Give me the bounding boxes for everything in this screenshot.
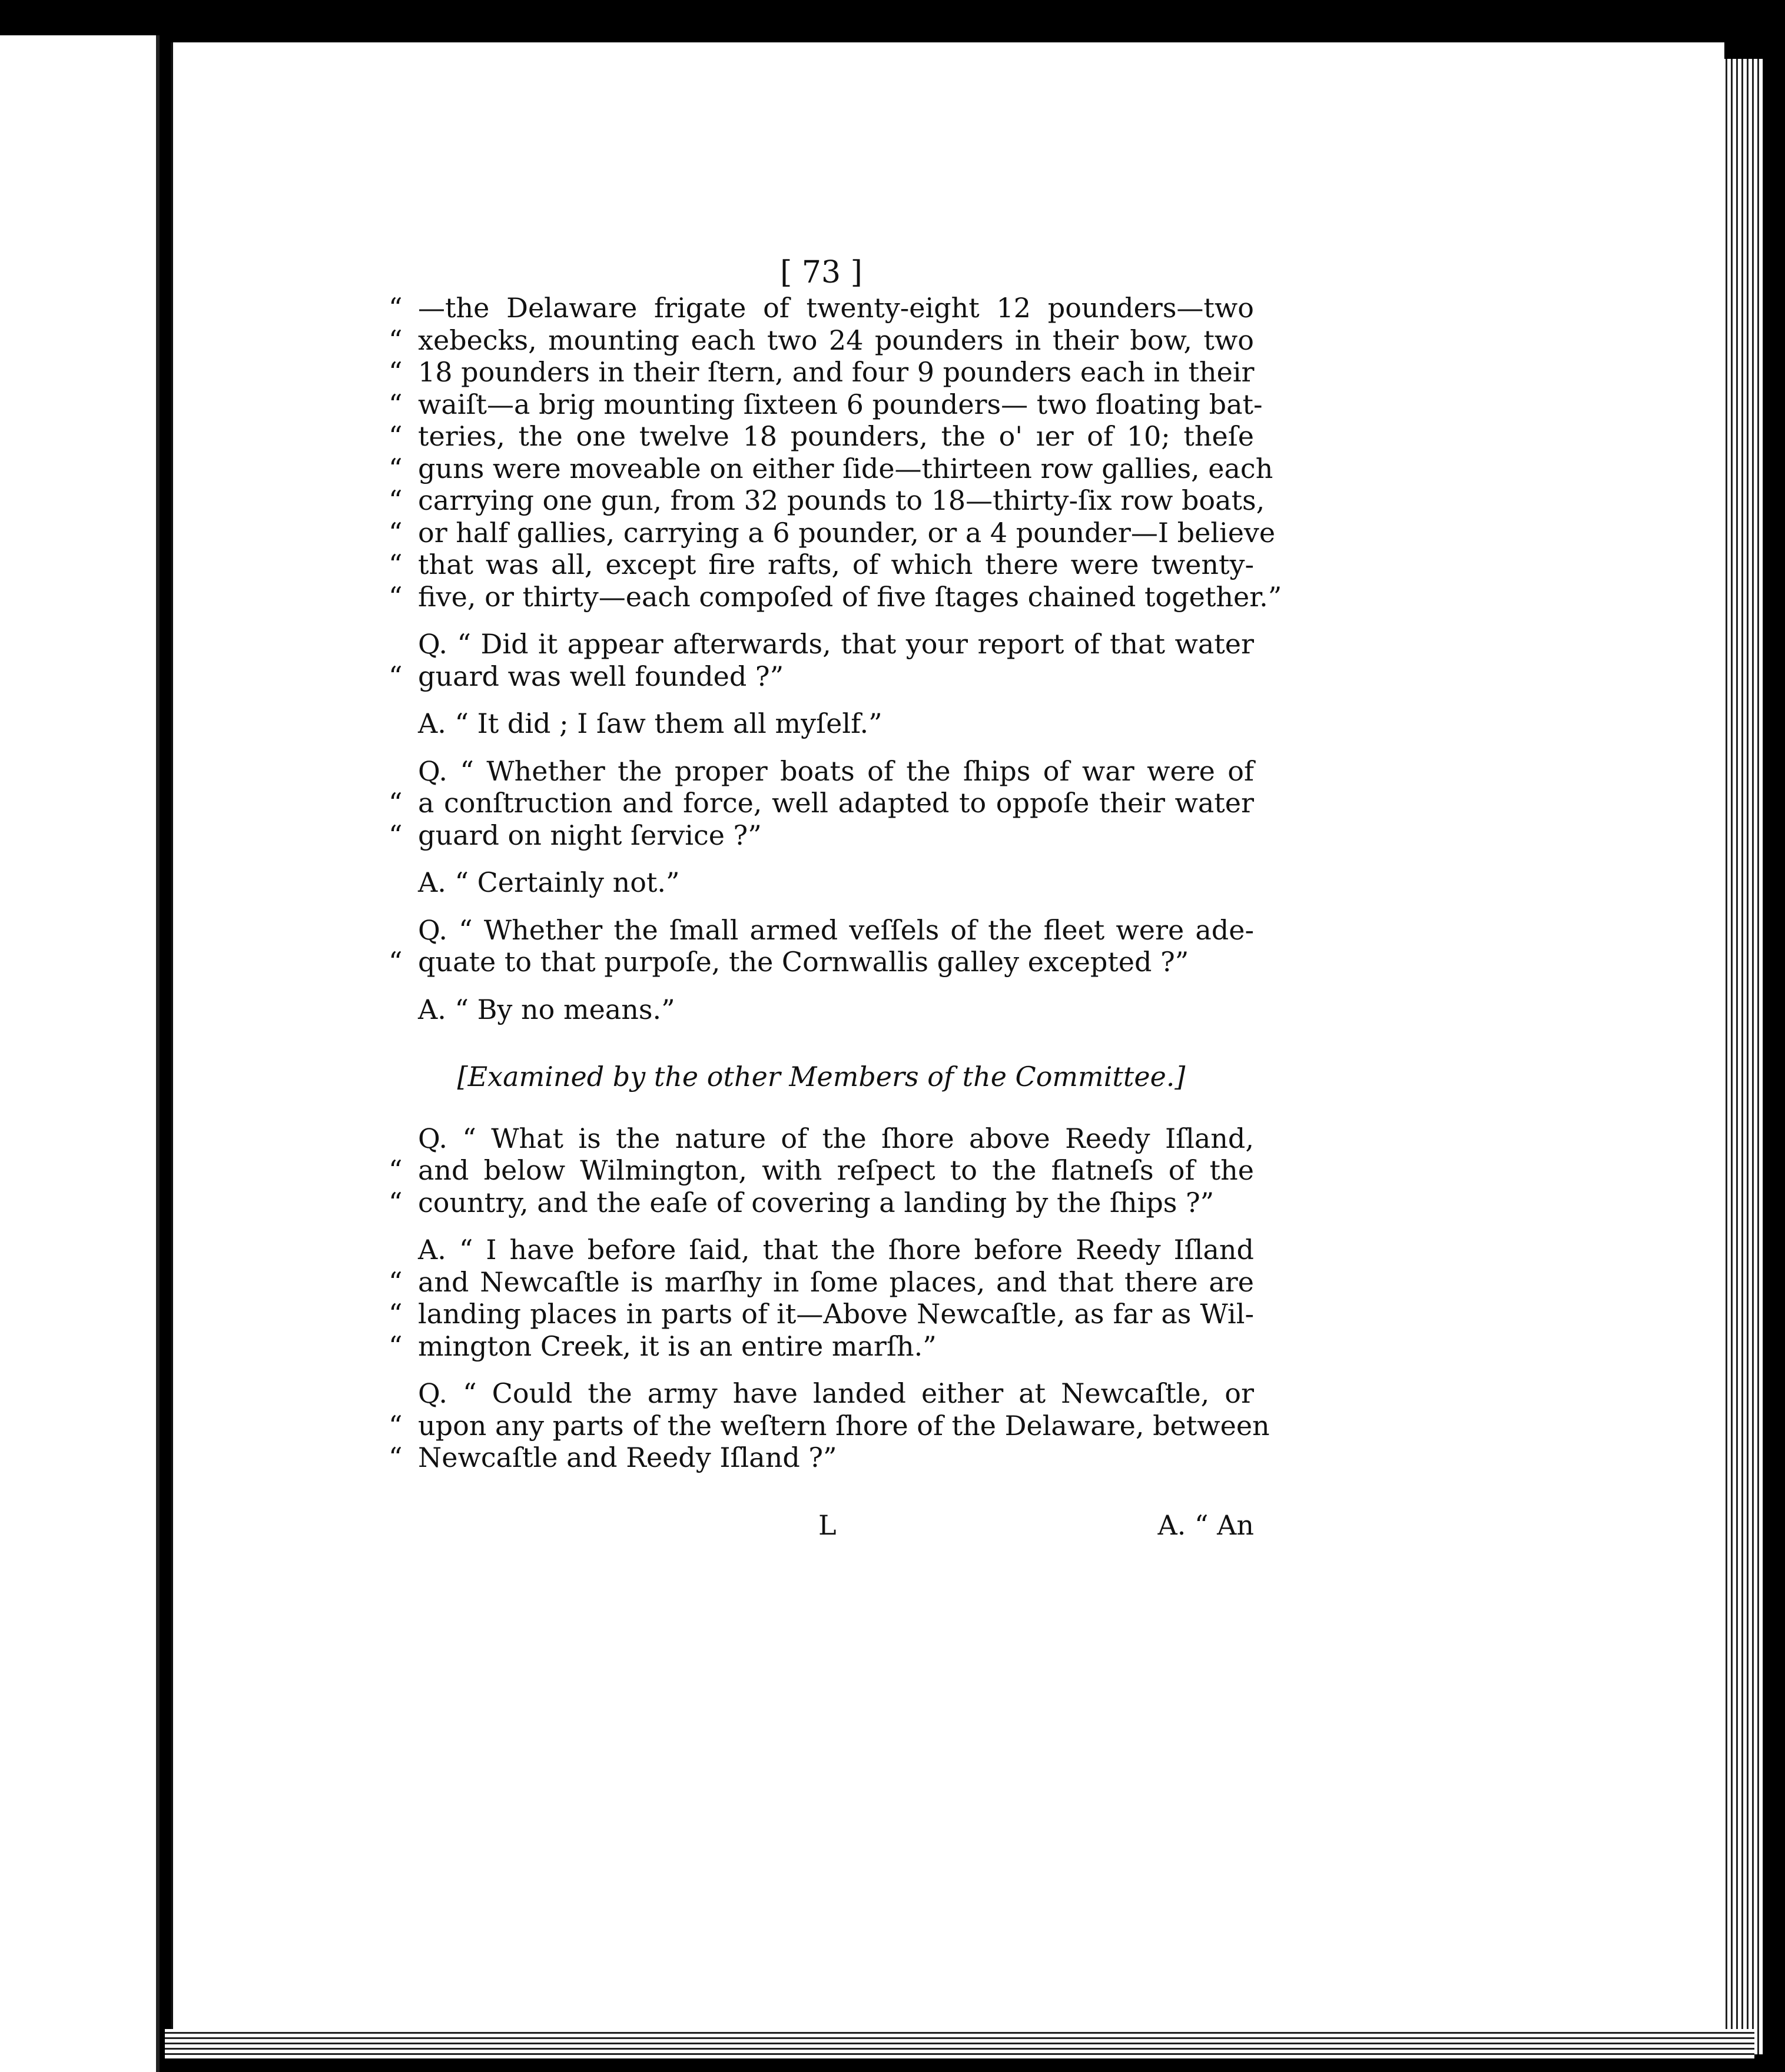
text-line [389,755,1254,788]
text-line [389,1330,1254,1363]
line-text: teries, the one twelve 18 pounders, the o' ıer of 10; theſe [418,420,1254,452]
text-line [389,388,1263,421]
quote-mark: “ [389,1154,403,1186]
quote-mark: “ [389,1409,403,1442]
text-line [389,1234,1254,1266]
line-text: waiſt—a brig mounting ſixteen 6 pounders— two floating bat- [418,388,1263,420]
text-line [389,994,1254,1026]
quote-mark: “ [389,1298,403,1330]
quote-mark: “ [389,819,403,851]
line-text: mington Creek, it is an entire marſh.” [418,1330,937,1362]
line-text: A. “ By no means.” [418,993,675,1025]
text-line [389,420,1254,453]
page-text [389,253,1282,1541]
text-line [389,1154,1254,1187]
line-text: Q. “ What is the nature of the ſhore above Reedy Iſland, [418,1122,1254,1154]
paragraph [389,755,1254,852]
quote-mark: “ [389,549,403,580]
line-text: landing places in parts of it—Above Newcaſtle, as far as Wil- [418,1298,1254,1330]
paragraph [389,914,1254,978]
line-text: Q. “ Whether the proper boats of the ſhips of war were of [418,755,1254,787]
line-text: five, or thirty—each compoſed of five ſtages chained together.” [418,580,1282,613]
line-text: a conſtruction and force, well adapted to oppoſe their water [418,787,1254,819]
quote-mark: “ [389,1266,403,1298]
paragraph [389,628,1254,692]
text-line [389,866,1254,899]
line-text: guard on night ſervice ?” [418,819,762,851]
quote-mark: “ [389,516,403,549]
text-line [389,708,1254,740]
page-stack-right-edge [1722,59,1763,2054]
text-line [389,516,1276,549]
quote-mark: “ [389,484,403,516]
page-number: [ 73 ] [780,255,862,290]
text-line [389,484,1265,517]
quote-mark: “ [389,787,403,819]
line-text: carrying one gun, from 32 pounds to 18—thirty-ſix row boats, [418,484,1265,516]
line-text: xebecks, mounting each two 24 pounders in their bow, two [418,324,1254,356]
quote-mark: “ [389,292,403,324]
line-text: upon any parts of the weſtern ſhore of the Delaware, between [418,1409,1270,1442]
text-line [389,628,1254,660]
text-line [389,1266,1254,1299]
line-text: 18 pounders in their ſtern, and four 9 pounders each in their [418,356,1255,388]
catchword: A. “ An [1157,1509,1254,1541]
line-text: and below Wilmington, with reſpect to the flatneſs of the [418,1154,1254,1186]
line-text: Q. “ Could the army have landed either at Newcaſtle, or [418,1377,1254,1409]
line-text: A. “ Certainly not.” [418,866,680,898]
line-text: or half gallies, carrying a 6 pounder, or a 4 pounder—I believe [418,516,1276,549]
line-text: guns were moveable on either ſide—thirteen row gallies, each [418,452,1273,484]
line-text: quate to that purpoſe, the Cornwallis galley excepted ?” [418,946,1189,978]
quote-mark: “ [389,580,403,613]
quote-mark: “ [389,324,403,356]
line-text: A. “ I have before ſaid, that the ſhore before Reedy Iſland [418,1234,1254,1266]
line-text: that was all, except fire rafts, of which there were twenty- [418,549,1254,580]
text-line [389,660,1254,693]
line-text: A. “ It did ; I ſaw them all myſelf.” [418,708,882,739]
text-line [389,1377,1254,1410]
section-heading: [Examined by the other Members of the Committee.] [457,1061,1186,1093]
text-line [389,356,1254,388]
text-line [389,914,1254,947]
quote-mark: “ [389,388,403,420]
text-line [389,549,1254,581]
text-line [389,1187,1254,1219]
text-line [389,324,1254,357]
quote-mark: “ [389,660,403,692]
quote-mark: “ [389,1186,403,1218]
signature-mark: L [818,1509,837,1541]
text-line [389,946,1254,978]
line-text: Q. “ Did it appear afterwards, that your report of that water [418,628,1254,660]
quote-mark: “ [389,356,403,388]
text-line [389,452,1273,485]
line-text: and Newcaſtle is marſhy in ſome places, and that there are [418,1266,1254,1298]
paragraph [389,866,1254,899]
text-line [389,1442,1254,1474]
line-text: Newcaſtle and Reedy Iſland ?” [418,1442,837,1473]
text-line [389,292,1254,324]
line-text: Q. “ Whether the ſmall armed veſſels of the fleet were ade- [418,914,1254,946]
line-text: —the Delaware frigate of twenty-eight 12 pounders—two [418,292,1254,324]
text-line [389,787,1254,819]
page-stack-bottom-edge [165,2029,1754,2058]
text-line [389,819,1254,852]
paragraph [389,1377,1270,1474]
line-text: guard was well founded ?” [418,660,784,692]
testimony-block-1 [389,292,1282,1025]
quote-mark: “ [389,420,403,452]
line-text: country, and the eaſe of covering a landing by the ſhips ?” [418,1186,1215,1218]
quote-mark: “ [389,1442,403,1473]
testimony-block-2 [389,1122,1270,1474]
quote-mark: “ [389,452,403,484]
paragraph [389,994,1254,1026]
text-line [389,1298,1254,1330]
quote-mark: “ [389,1330,403,1362]
text-line [389,1123,1254,1155]
quote-mark: “ [389,946,403,978]
page-footer [389,1509,1254,1542]
paragraph [389,1123,1254,1219]
text-line [389,1409,1270,1442]
text-line [389,580,1282,613]
paragraph [389,292,1282,613]
paragraph [389,708,1254,740]
facing-page-edge [0,35,160,2072]
paragraph [389,1234,1254,1362]
